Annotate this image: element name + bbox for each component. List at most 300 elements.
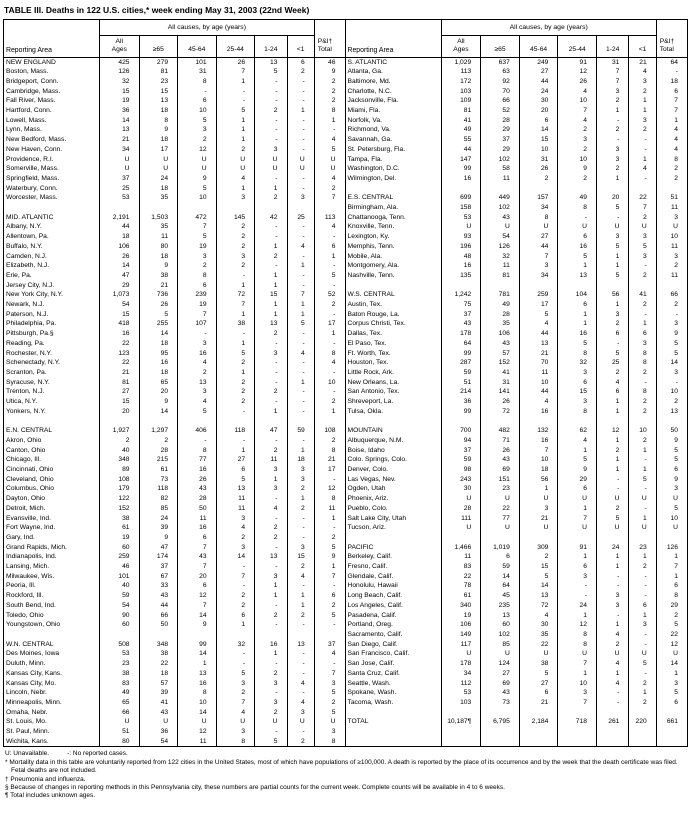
city-row <box>4 581 345 591</box>
value-cell: 5 <box>178 184 217 194</box>
reporting-area-cell: Santa Cruz, Calif. <box>347 669 400 677</box>
reporting-area-cell: Akron, Ohio <box>6 436 42 444</box>
col-header-1-24: 1-24 <box>255 35 287 57</box>
reporting-area-cell: Ogden, Utah <box>347 485 386 493</box>
value-cell: 309 <box>519 543 558 553</box>
value-cell: 1 <box>596 552 628 562</box>
value-cell: 93 <box>441 232 481 242</box>
spacer-cell <box>4 417 99 427</box>
spacer-cell <box>314 203 345 213</box>
value-cell: 1 <box>596 620 628 630</box>
value-cell: - <box>255 77 287 87</box>
value-cell: 112 <box>441 679 481 689</box>
value-cell: U <box>596 494 628 504</box>
city-row <box>346 145 688 155</box>
value-cell: - <box>255 339 287 349</box>
value-cell: 102 <box>481 155 520 165</box>
reporting-area-cell: Paterson, N.J. <box>6 310 49 318</box>
value-cell: 2 <box>596 446 628 456</box>
reporting-area-cell: Glendale, Calif. <box>347 572 394 580</box>
city-row <box>346 378 688 388</box>
value-cell: U <box>519 222 558 232</box>
value-cell: 2 <box>656 300 687 310</box>
value-cell: 6 <box>656 465 687 475</box>
reporting-area-cell: Long Beach, Calif. <box>347 592 403 600</box>
value-cell: 158 <box>441 203 481 213</box>
value-cell: 27 <box>99 387 139 397</box>
reporting-area-cell: TOTAL <box>347 718 369 726</box>
value-cell: 1,073 <box>99 290 139 300</box>
value-cell: 1 <box>558 446 597 456</box>
spacer-cell <box>656 708 687 718</box>
value-cell: 482 <box>481 426 520 436</box>
value-cell: 31 <box>178 67 217 77</box>
value-cell: 287 <box>441 358 481 368</box>
value-cell: 7 <box>178 543 217 553</box>
value-cell: 1,019 <box>481 543 520 553</box>
value-cell: 12 <box>558 620 597 630</box>
value-cell: 81 <box>99 378 139 388</box>
value-cell: 10 <box>558 679 597 689</box>
value-cell: 2 <box>216 533 255 543</box>
value-cell: 2 <box>216 145 255 155</box>
value-cell: 26 <box>481 397 520 407</box>
value-cell: U <box>314 155 345 165</box>
value-cell: - <box>629 310 656 320</box>
value-cell: U <box>178 155 217 165</box>
value-cell: 117 <box>441 640 481 650</box>
value-cell: 61 <box>139 465 178 475</box>
table-title: TABLE III. Deaths in 122 U.S. cities,* week ending May 31, 2003 (22nd Week) <box>4 5 310 15</box>
value-cell: - <box>314 475 345 485</box>
reporting-area-cell: Elizabeth, N.J. <box>6 262 50 270</box>
value-cell: U <box>596 523 628 533</box>
value-cell: 2 <box>596 164 628 174</box>
city-row <box>346 407 688 417</box>
value-cell: 18 <box>139 184 178 194</box>
value-cell: - <box>596 116 628 126</box>
table-body-right <box>346 57 688 746</box>
value-cell: 21 <box>519 698 558 708</box>
value-cell: 22 <box>629 193 656 203</box>
value-cell: U <box>481 494 520 504</box>
value-cell: 1,927 <box>99 426 139 436</box>
reporting-area-cell: Kansas City, Kans. <box>6 669 63 677</box>
value-cell: 26 <box>216 57 255 67</box>
reporting-area-cell: PACIFIC <box>347 543 374 551</box>
city-row <box>346 446 688 456</box>
spacer-cell <box>441 281 481 291</box>
value-cell: 29 <box>656 601 687 611</box>
value-cell: 64 <box>441 339 481 349</box>
reporting-area-cell: Austin, Tex. <box>347 301 382 309</box>
value-cell: 104 <box>558 290 597 300</box>
value-cell: - <box>255 125 287 135</box>
value-cell: 43 <box>441 319 481 329</box>
value-cell: 14 <box>99 261 139 271</box>
value-cell: 22 <box>441 572 481 582</box>
reporting-area-cell: San Jose, Calif. <box>347 660 395 668</box>
city-row <box>346 659 688 669</box>
value-cell: 3 <box>596 87 628 97</box>
value-cell: 72 <box>216 290 255 300</box>
value-cell: 49 <box>481 300 520 310</box>
value-cell: 1 <box>629 514 656 524</box>
spacer-cell <box>596 184 628 194</box>
value-cell: 1 <box>656 572 687 582</box>
value-cell: 13 <box>558 271 597 281</box>
spacer-cell <box>441 417 481 427</box>
spacer-cell <box>441 737 481 747</box>
value-cell: 53 <box>441 213 481 223</box>
value-cell: U <box>255 164 287 174</box>
reporting-area-cell: Boise, Idaho <box>347 446 385 454</box>
value-cell: U <box>481 222 520 232</box>
value-cell: 16 <box>441 261 481 271</box>
spacer-row <box>346 184 688 194</box>
reporting-area-cell: Denver, Colo. <box>347 466 389 474</box>
reporting-area-cell: Houston, Tex. <box>347 359 389 367</box>
value-cell: 2 <box>629 436 656 446</box>
value-cell: 19 <box>178 242 217 252</box>
value-cell: 33 <box>139 581 178 591</box>
spacer-cell <box>481 281 520 291</box>
reporting-area-cell: Jacksonville, Fla. <box>347 97 399 105</box>
value-cell: - <box>255 494 287 504</box>
spacer-cell <box>346 727 442 737</box>
value-cell: 22 <box>519 640 558 650</box>
col-header-45-64: 45-64 <box>178 35 217 57</box>
value-cell: 18 <box>139 669 178 679</box>
reporting-area-cell: Boston, Mass. <box>6 68 49 76</box>
value-cell: 94 <box>441 436 481 446</box>
col-header-all-causes-span: All causes, by age (years) <box>99 20 314 35</box>
city-row <box>346 581 688 591</box>
value-cell: U <box>287 717 314 727</box>
value-cell: U <box>629 523 656 533</box>
value-cell: 8 <box>314 106 345 116</box>
value-cell: 1 <box>558 669 597 679</box>
value-cell: 259 <box>99 552 139 562</box>
value-cell: 32 <box>481 252 520 262</box>
spacer-cell <box>558 737 597 747</box>
value-cell: - <box>629 145 656 155</box>
spacer-cell <box>656 417 687 427</box>
value-cell: - <box>629 581 656 591</box>
city-row <box>4 494 345 504</box>
value-cell: 75 <box>441 300 481 310</box>
value-cell: 118 <box>139 484 178 494</box>
reporting-area-cell: Cincinnati, Ohio <box>6 466 54 474</box>
spacer-cell <box>346 708 442 718</box>
spacer-cell <box>441 533 481 543</box>
reporting-area-cell: Waterbury, Conn. <box>6 184 58 192</box>
value-cell: - <box>314 339 345 349</box>
value-cell: 508 <box>99 640 139 650</box>
value-cell: 1 <box>596 436 628 446</box>
reporting-area-cell: Lexington, Ky. <box>347 233 390 241</box>
value-cell: 10 <box>519 145 558 155</box>
spacer-cell <box>178 417 217 427</box>
value-cell: 6 <box>558 484 597 494</box>
value-cell: 5 <box>656 504 687 514</box>
reporting-area-cell: Las Vegas, Nev. <box>347 475 396 483</box>
reporting-area-cell: S. ATLANTIC <box>347 58 388 66</box>
value-cell: 54 <box>99 601 139 611</box>
value-cell: 1 <box>216 184 255 194</box>
value-cell: 2 <box>519 174 558 184</box>
value-cell: 53 <box>441 688 481 698</box>
value-cell: 7 <box>519 446 558 456</box>
value-cell: U <box>519 494 558 504</box>
value-cell: - <box>255 397 287 407</box>
city-row <box>4 727 345 737</box>
value-cell: 81 <box>139 67 178 77</box>
value-cell: - <box>314 659 345 669</box>
value-cell: 2 <box>629 679 656 689</box>
value-cell: 1 <box>216 135 255 145</box>
city-row <box>4 698 345 708</box>
value-cell: 1 <box>287 494 314 504</box>
value-cell: 4 <box>656 135 687 145</box>
value-cell: 30 <box>519 96 558 106</box>
value-cell: 4 <box>596 679 628 689</box>
spacer-row <box>4 630 345 640</box>
value-cell: 15 <box>519 135 558 145</box>
value-cell: 132 <box>519 426 558 436</box>
reporting-area-cell: Toledo, Ohio <box>6 611 44 619</box>
value-cell: 1 <box>287 446 314 456</box>
value-cell: 2 <box>287 67 314 77</box>
value-cell: 16 <box>519 436 558 446</box>
value-cell: 2 <box>216 261 255 271</box>
value-cell: 26 <box>558 77 597 87</box>
value-cell: 40 <box>99 581 139 591</box>
value-cell: 6,795 <box>481 717 520 727</box>
value-cell: 11 <box>314 504 345 514</box>
value-cell: 2 <box>255 329 287 339</box>
spacer-row <box>4 417 345 427</box>
value-cell: 27 <box>216 455 255 465</box>
spacer-cell <box>629 727 656 737</box>
city-row <box>4 106 345 116</box>
spacer-cell <box>441 727 481 737</box>
value-cell: U <box>216 717 255 727</box>
value-cell: 1 <box>287 310 314 320</box>
value-cell: 145 <box>216 213 255 223</box>
value-cell: 20 <box>99 407 139 417</box>
value-cell: - <box>287 145 314 155</box>
reporting-area-cell: Fall River, Mass. <box>6 97 56 105</box>
value-cell: 406 <box>178 426 217 436</box>
value-cell: - <box>629 378 656 388</box>
value-cell: 1 <box>314 116 345 126</box>
spacer-row <box>346 533 688 543</box>
value-cell: U <box>481 649 520 659</box>
value-cell: 4 <box>314 135 345 145</box>
value-cell: 6 <box>558 562 597 572</box>
value-cell: U <box>441 494 481 504</box>
value-cell: 1 <box>255 300 287 310</box>
value-cell: U <box>99 155 139 165</box>
spacer-cell <box>558 727 597 737</box>
value-cell: 637 <box>481 57 520 67</box>
value-cell: 2 <box>255 106 287 116</box>
value-cell: 103 <box>441 87 481 97</box>
city-row <box>4 271 345 281</box>
value-cell: 5 <box>596 271 628 281</box>
spacer-cell <box>519 727 558 737</box>
spacer-cell <box>346 417 442 427</box>
spacer-cell <box>255 203 287 213</box>
city-row <box>4 349 345 359</box>
value-cell: - <box>216 407 255 417</box>
value-cell: 3 <box>314 679 345 689</box>
value-cell: 5 <box>596 242 628 252</box>
spacer-cell <box>139 630 178 640</box>
value-cell: 14 <box>178 649 217 659</box>
value-cell: - <box>255 358 287 368</box>
value-cell: 38 <box>519 659 558 669</box>
city-row <box>4 358 345 368</box>
value-cell: 781 <box>481 290 520 300</box>
region-row <box>4 426 345 436</box>
value-cell: - <box>255 436 287 446</box>
city-row <box>346 339 688 349</box>
spacer-cell <box>99 417 139 427</box>
city-row <box>346 620 688 630</box>
value-cell: 261 <box>596 717 628 727</box>
city-row <box>346 261 688 271</box>
value-cell: 7 <box>596 67 628 77</box>
value-cell: 28 <box>441 504 481 514</box>
value-cell: 1 <box>629 688 656 698</box>
value-cell: 152 <box>481 358 520 368</box>
value-cell: 7 <box>558 659 597 669</box>
value-cell: 1 <box>216 77 255 87</box>
value-cell: 18 <box>99 232 139 242</box>
city-row <box>346 164 688 174</box>
value-cell: - <box>596 572 628 582</box>
city-row <box>346 116 688 126</box>
value-cell: - <box>287 620 314 630</box>
value-cell: 28 <box>178 494 217 504</box>
value-cell: U <box>596 649 628 659</box>
city-row <box>346 552 688 562</box>
value-cell: 22 <box>656 630 687 640</box>
value-cell: 13 <box>139 96 178 106</box>
city-row <box>4 329 345 339</box>
reporting-area-cell: Corpus Christi, Tex. <box>347 320 406 328</box>
value-cell: 14 <box>519 125 558 135</box>
value-cell: 38 <box>216 319 255 329</box>
value-cell: 4 <box>287 698 314 708</box>
value-cell: 37 <box>139 562 178 572</box>
value-cell: 1 <box>629 552 656 562</box>
value-cell: 13 <box>255 319 287 329</box>
spacer-cell <box>216 417 255 427</box>
value-cell: 8 <box>558 407 597 417</box>
value-cell: 2 <box>216 242 255 252</box>
value-cell: 15 <box>287 552 314 562</box>
city-row <box>346 213 688 223</box>
value-cell: 3 <box>255 465 287 475</box>
value-cell: - <box>287 329 314 339</box>
value-cell: - <box>656 67 687 77</box>
value-cell: 18 <box>139 368 178 378</box>
value-cell: 113 <box>441 67 481 77</box>
value-cell: 11 <box>255 455 287 465</box>
reporting-area-cell: Syracuse, N.Y. <box>6 378 50 386</box>
value-cell: 3 <box>178 339 217 349</box>
value-cell: 3 <box>596 232 628 242</box>
value-cell: 39 <box>139 688 178 698</box>
value-cell: 3 <box>656 213 687 223</box>
value-cell: 9 <box>656 436 687 446</box>
value-cell: 214 <box>441 387 481 397</box>
reporting-area-cell: Sacramento, Calif. <box>347 630 403 638</box>
reporting-area-cell: Rockford, Ill. <box>6 592 44 600</box>
col-header-all-ages: All Ages <box>441 35 481 57</box>
value-cell: 4 <box>519 397 558 407</box>
value-cell: 3 <box>519 504 558 514</box>
value-cell: U <box>139 155 178 165</box>
city-row <box>346 67 688 77</box>
value-cell: 4 <box>314 649 345 659</box>
value-cell: 73 <box>139 475 178 485</box>
footnote: U: Unavailable. -: No reported cases. <box>5 750 128 758</box>
value-cell: 29 <box>481 145 520 155</box>
value-cell: - <box>255 96 287 106</box>
reporting-area-cell: Reading, Pa. <box>6 339 45 347</box>
value-cell: 1 <box>287 591 314 601</box>
value-cell: 2 <box>629 562 656 572</box>
reporting-area-cell: Lynn, Mass. <box>6 126 42 134</box>
city-row <box>346 669 688 679</box>
spacer-cell <box>287 203 314 213</box>
col-header-1-24: 1-24 <box>596 35 628 57</box>
value-cell: 18 <box>139 106 178 116</box>
reporting-area-cell: Scranton, Pa. <box>6 369 47 376</box>
value-cell: 1 <box>596 455 628 465</box>
value-cell: 2 <box>216 591 255 601</box>
value-cell: - <box>558 591 597 601</box>
value-cell: 54 <box>139 737 178 747</box>
reporting-area-cell: Jersey City, N.J. <box>6 281 55 289</box>
value-cell: - <box>629 455 656 465</box>
value-cell: 3 <box>178 125 217 135</box>
value-cell: 106 <box>441 620 481 630</box>
value-cell: 8 <box>314 737 345 747</box>
value-cell: U <box>558 222 597 232</box>
value-cell: 3 <box>629 620 656 630</box>
value-cell: 2 <box>629 407 656 417</box>
value-cell: 1 <box>629 106 656 116</box>
value-cell: 83 <box>441 562 481 572</box>
city-row <box>4 523 345 533</box>
value-cell: 8 <box>314 349 345 359</box>
spacer-cell <box>596 737 628 747</box>
reporting-area-cell: Spokane, Wash. <box>347 689 397 697</box>
value-cell: 2 <box>314 300 345 310</box>
value-cell: 14 <box>139 329 178 339</box>
col-header-pi-total: P&I† Total <box>656 20 687 57</box>
value-cell: U <box>596 222 628 232</box>
city-row <box>346 174 688 184</box>
reporting-area-cell: Colo. Springs, Colo. <box>347 456 407 464</box>
reporting-area-cell: Wichita, Kans. <box>6 737 49 745</box>
value-cell: 1 <box>216 310 255 320</box>
